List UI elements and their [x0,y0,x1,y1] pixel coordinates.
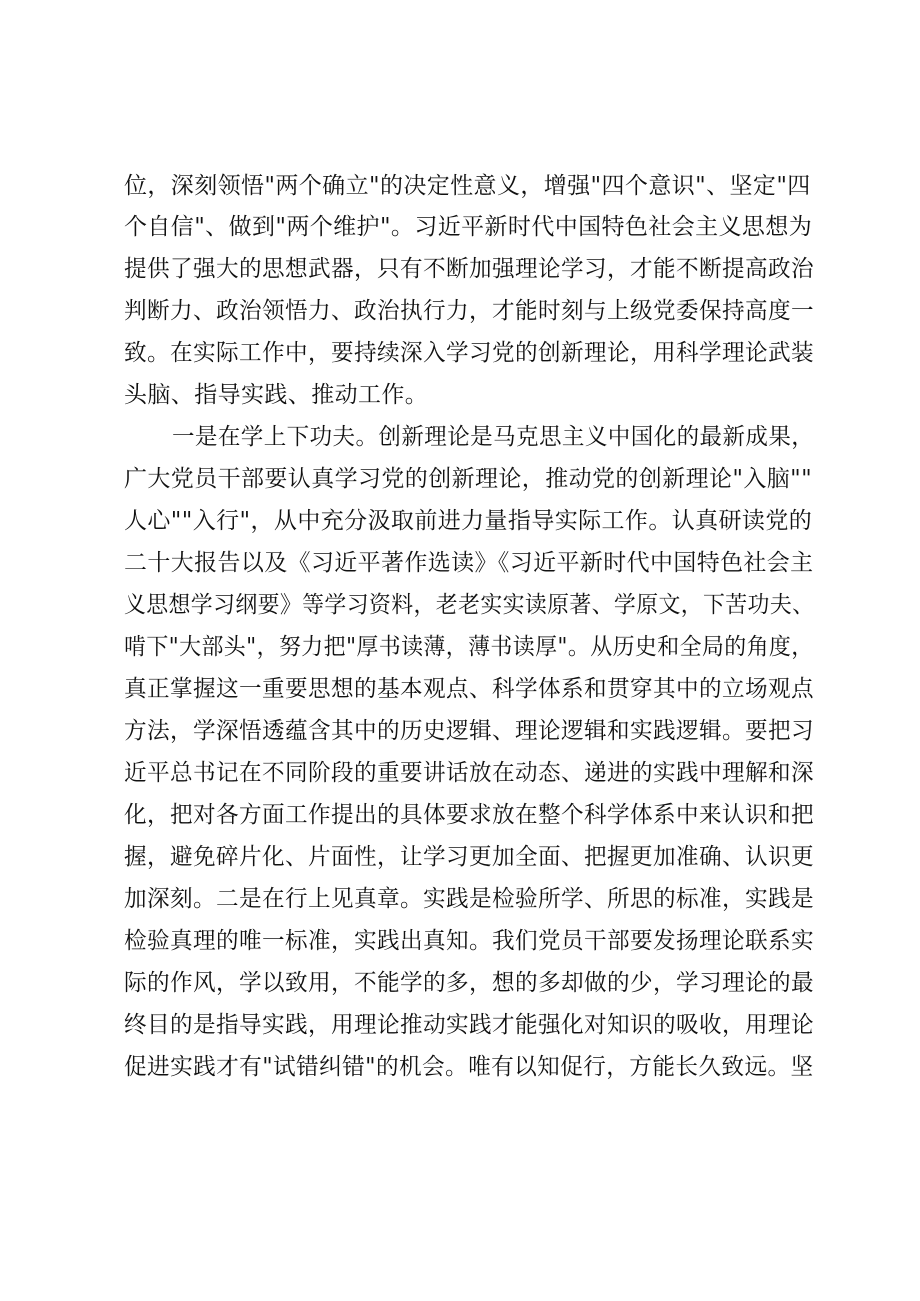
text-line: 终目的是指导实践，用理论推动实践才能强化对知识的吸收，用理论 [124,1012,814,1038]
text-line: 啃下"大部头"，努力把"厚书读薄，薄书读厚"。从历史和全局的角度， [124,634,814,660]
text-line: 近平总书记在不同阶段的重要讲话放在动态、递进的实践中理解和深 [124,760,814,786]
text-line: 致。在实际工作中，要持续深入学习党的创新理论，用科学理论武装 [124,340,814,366]
text-line: 提供了强大的思想武器，只有不断加强理论学习，才能不断提高政治 [124,256,814,282]
text-line: 加深刻。二是在行上见真章。实践是检验所学、所思的标准，实践是 [124,886,814,912]
text-line: 位，深刻领悟"两个确立"的决定性意义，增强"四个意识"、坚定"四 [124,173,811,199]
text-line: 广大党员干部要认真学习党的创新理论，推动党的创新理论"入脑"" [124,466,813,492]
text-line: 方法，学深悟透蕴含其中的历史逻辑、理论逻辑和实践逻辑。要把习 [124,718,814,744]
text-line: 判断力、政治领悟力、政治执行力，才能时刻与上级党委保持高度一 [124,298,814,324]
text-line: 促进实践才有"试错纠错"的机会。唯有以知促行，方能长久致远。坚 [124,1054,814,1080]
text-line: 检验真理的唯一标准，实践出真知。我们党员干部要发扬理论联系实 [124,928,814,954]
text-line: 头脑、指导实践、推动工作。 [124,382,429,408]
text-line: 握，避免碎片化、片面性，让学习更加全面、把握更加准确、认识更 [124,844,814,870]
text-line: 义思想学习纲要》等学习资料，老老实实读原著、学原文，下苦功夫、 [124,592,815,618]
text-line: 个自信"、做到"两个维护"。习近平新时代中国特色社会主义思想为 [124,214,813,240]
text-line: 人心""入行"，从中充分汲取前进力量指导实际工作。认真研读党的 [124,508,813,534]
text-line: 际的作风，学以致用，不能学的多，想的多却做的少，学习理论的最 [124,970,814,996]
text-line: 二十大报告以及《习近平著作选读》《习近平新时代中国特色社会主 [124,550,814,576]
paragraph-first-line: 一是在学上下功夫。创新理论是马克思主义中国化的最新成果， [172,424,815,450]
text-line: 化，把对各方面工作提出的具体要求放在整个科学体系中来认识和把 [124,802,814,828]
text-line: 真正掌握这一重要思想的基本观点、科学体系和贯穿其中的立场观点 [124,676,814,702]
